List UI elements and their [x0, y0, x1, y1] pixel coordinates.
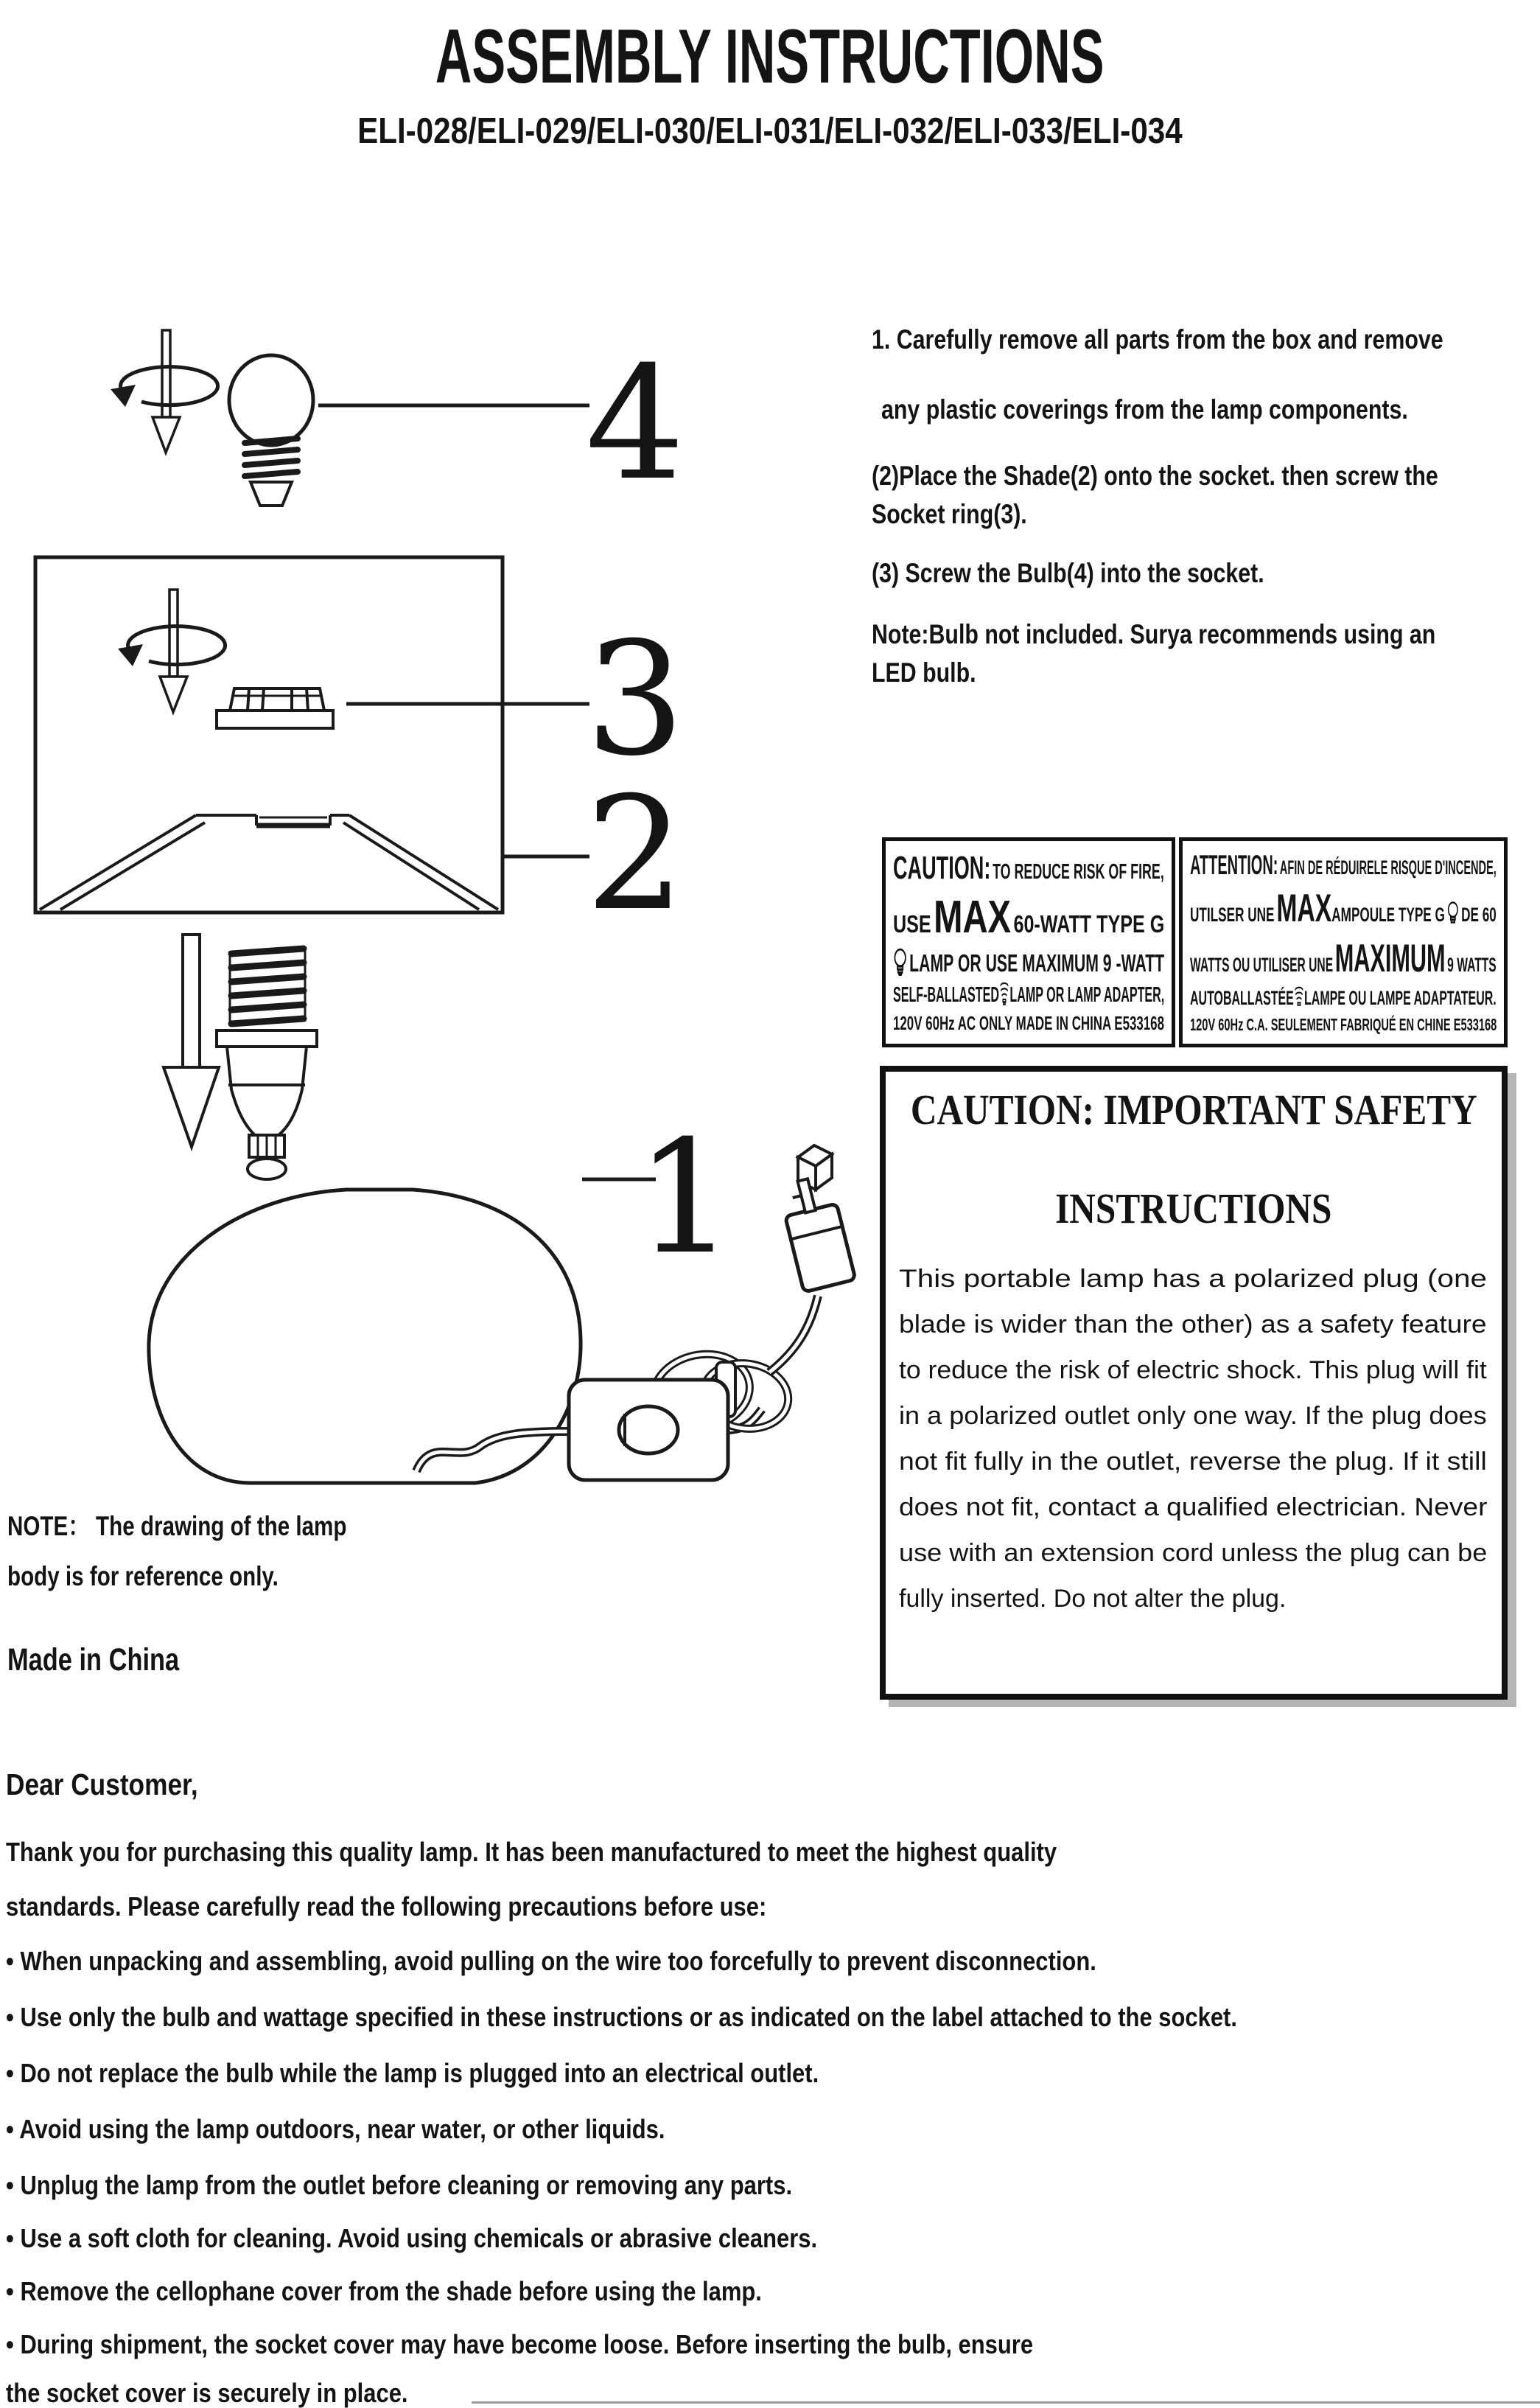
caution-label-english: CAUTION: TO REDUCE RISK OF FIRE, USE MAX 60-WATT TYPE G LAMP OR USE MAXIMUM 9 -WATT SELF-BALLASTED LAMP OR LAMP ADAPTER, 120V 60Hz AC ONLY MADE IN CHINA E533168 — [882, 837, 1175, 1047]
step-line-2: any plastic coverings from the lamp components. — [881, 394, 1408, 425]
precaution-bullet: • Avoid using the lamp outdoors, near water, or other liquids. — [6, 2114, 665, 2144]
safety-heading-line1: CAUTION: IMPORTANT SAFETY — [910, 1086, 1477, 1134]
intro-line-2: standards. Please carefully read the following precautions before use: — [6, 1891, 767, 1922]
intro-line-1: Thank you for purchasing this quality lamp. It has been manufactured to meet the highest quality — [6, 1837, 1057, 1867]
precaution-bullet: • Unplug the lamp from the outlet before cleaning or removing any parts. — [6, 2170, 793, 2200]
rotate-arrow-icon — [118, 590, 225, 712]
socket-ring-illustration — [217, 688, 333, 728]
step-line-4: Socket ring(3). — [872, 499, 1027, 529]
step-line-7: LED bulb. — [872, 657, 976, 688]
incandescent-bulb-icon — [893, 948, 907, 976]
lamp-body-illustration — [149, 1190, 581, 1483]
made-in-china: Made in China — [7, 1642, 180, 1678]
lamp-socket-illustration — [217, 946, 317, 1179]
step-line-3: (2)Place the Shade(2) onto the socket. then screw the — [872, 461, 1438, 491]
lamp-assembly-diagram — [0, 310, 921, 1548]
salutation: Dear Customer, — [6, 1767, 198, 1801]
page-bottom-rule — [472, 2401, 1540, 2404]
model-numbers: ELI-028/ELI-029/ELI-030/ELI-031/ELI-032/ELI-033/ELI-034 — [357, 111, 1183, 151]
precaution-bullet: • Use only the bulb and wattage specified in these instructions or as indicated on the label attached to the socket. — [6, 2002, 1237, 2032]
precaution-bullet-continuation: the socket cover is securely in place. — [6, 2378, 408, 2408]
precaution-bullet: • When unpacking and assembling, avoid pulling on the wire too forcefully to prevent disconnection. — [6, 1946, 1096, 1976]
step-line-6: Note:Bulb not included. Surya recommends using an — [872, 619, 1436, 649]
precaution-bullet: • During shipment, the socket cover may have become loose. Before inserting the bulb, ensure — [6, 2329, 1034, 2359]
shade-illustration — [35, 557, 503, 912]
caution-word: CAUTION: — [893, 850, 991, 886]
cfl-spiral-bulb-icon — [999, 981, 1009, 1006]
note-line-1: NOTE： The drawing of the lamp — [7, 1511, 347, 1541]
part-label-4: 4 — [585, 332, 685, 514]
plug-illustration — [777, 1145, 855, 1292]
safety-body-text: This portable lamp has a polarized plug (one blade is wider than the other) as a safety feature to reduce the risk of electric shock. This plug will fit in a polarized outlet only one way. If the plug does not fit fully in the outlet, reverse the plug. If it still does not fit, contact a qualified electrician. Never use with an extension cord unless the plug can be fully inserted. Do not alter the plug. — [899, 1265, 1488, 1613]
page-title: ASSEMBLY INSTRUCTIONS — [435, 14, 1105, 100]
precaution-bullet: • Do not replace the bulb while the lamp is plugged into an electrical outlet. — [6, 2058, 819, 2088]
safety-heading-line2: INSTRUCTIONS — [1055, 1184, 1332, 1232]
part-label-3: 3 — [585, 608, 685, 790]
step-line-5: (3) Screw the Bulb(4) into the socket. — [872, 558, 1264, 588]
bulb-illustration — [229, 355, 313, 506]
attention-word: ATTENTION: — [1190, 850, 1278, 880]
rotate-arrow-icon — [111, 330, 218, 453]
cfl-spiral-bulb-icon — [1294, 985, 1304, 1009]
safety-instructions-box — [880, 1066, 1508, 1700]
note-line-2: body is for reference only. — [7, 1561, 279, 1591]
shade-fitter-illustration — [40, 815, 498, 910]
incandescent-bulb-icon — [1447, 901, 1460, 926]
title-row — [0, 13, 1540, 101]
down-arrow-icon — [164, 935, 219, 1147]
precaution-bullet: • Use a soft cloth for cleaning. Avoid using chemicals or abrasive cleaners. — [6, 2223, 818, 2253]
caution-label-french: ATTENTION: AFIN DE RÉDUIRELE RISQUE D'INCENDE, UTILSER UNE MAXAMPOULE TYPE G DE 60 WATTS OU UTILISER UNE MAXIMUM 9 WATTS AUTOBALLASTÉE LAMPE OU LAMPE ADAPTATEUR. 120V 60Hz C.A. SEULEMENT FABRIQUÉ EN CHINE E533168 — [1179, 837, 1508, 1047]
part-label-1: 1 — [635, 1106, 735, 1288]
part-label-2: 2 — [585, 763, 685, 945]
models-row — [0, 111, 1540, 152]
step-line-1: 1. Carefully remove all parts from the box and remove — [872, 324, 1443, 355]
precaution-bullet: • Remove the cellophane cover from the shade before using the lamp. — [6, 2276, 762, 2306]
switch-illustration — [569, 1380, 728, 1480]
